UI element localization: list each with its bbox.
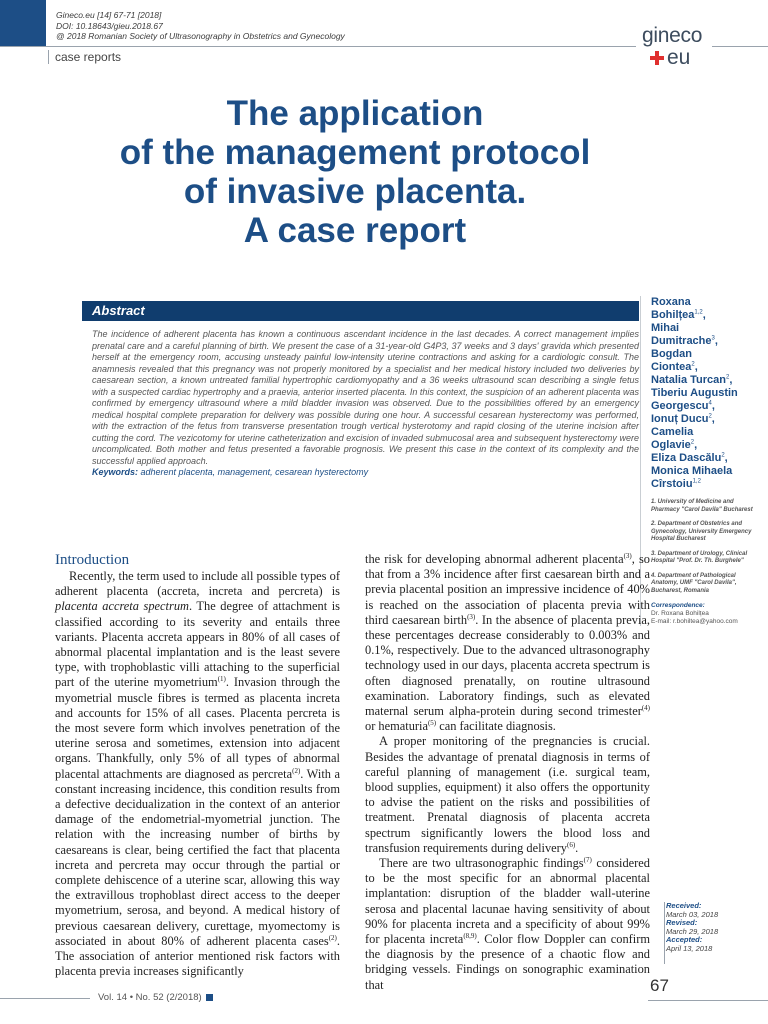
author-line: Cîrstoiu$^{1,2}$ [651, 478, 701, 490]
citation-line: DOI: 10.18643/gieu.2018.67 [56, 20, 163, 31]
date-value: March 03, 2018 [666, 909, 719, 919]
affiliation: 3. Department of Urology, Clinical Hospital "Prof. Dr. Th. Burghele" [651, 550, 748, 564]
author-line: Bohilțea$^{1,2}$, [651, 309, 706, 321]
header-rule [0, 46, 636, 47]
affiliation: 4. Department of Pathological Anatomy, UMF "Carol Davila", Bucharest, Romania [651, 572, 737, 594]
author-line: Camelia [651, 426, 694, 438]
abstract-text: The incidence of adherent placenta has known a continuous ascendant incidence in the last decades. A correct management implies prenatal care and a careful planning of birth. We present the case of a 31-year-old G4P3, 37 weeks and 3 days' gravida which presented herself at the emergency room, accusing unsteady painful low-intensity uterine contractions and asking for a cardiologic consult. The anamnesis revealed that this pregnancy was not properly monitored by a specialist and her medical history included two deliveries by caesarean section, a known untreated familial hypertrophic cardiomyopathy and a 36 weeks ultrasound scan describing a single fetus with a suspected cardiac hypertrophy and a praevia, anterior inserted placenta. In this context, the suspicion of an adherent placenta was confirmed by emergency ultrasound where a mild bladder invasion was observed. Due to the possibilities offered by an emergency medical hospital complete preparation for delivery was possible during one hour. A successful cesarean hysterectomy was performed, with the extraction of the fetus from transverse presentation trough vertical hysterotomy and rapid closing of the uterine incision after cutting the cord. The vezicotomy for uterine catheterization and excision of invaded submucosal area and subsequent hysterectomy were uncomplicated. Both mother and fetus presented a favorable prognosis. We present this case in the context of its complexity and the successful applied approach. [92, 329, 639, 466]
citation-block [56, 10, 345, 42]
footer-issue: Vol. 14 • No. 52 (2/2018) [98, 992, 213, 1003]
author-line: Dumitrache$^3$, [651, 335, 718, 347]
author-line: Eliza Dascălu$^2$, [651, 452, 728, 464]
abstract-heading: Abstract [82, 301, 639, 321]
abstract-body [82, 329, 639, 479]
correspondence-name: Dr. Roxana Bohilțea [651, 610, 709, 617]
body-paragraph: the risk for developing abnormal adherent placenta$^{(3)}$, so that from a 3% incidence after first caesarean birth and a previa placental position an impressive incidence of 40% is reached on the association of placenta previa with third caesarean birth$^{(3)}$. In the absence of placenta previa, these percentages decrease considerably to 0.003% and 0.1%, respectively. Due to the advanced ultrasonography technology used in our days, placenta accreta spectrum is often diagnosed prenatally, on routine ultrasound examination. Laboratory findings, such as elevated maternal serum alpha-protein during second trimester$^{(4)}$ or hematuria$^{(5)}$ can facilitate diagnosis. [365, 551, 650, 734]
affiliation: 2. Department of Obstetrics and Gynecology, University Emergency Hospital Bucharest [651, 521, 752, 542]
logo-top-text: gineco [642, 24, 703, 47]
author-list [651, 296, 762, 491]
journal-logo [640, 24, 720, 70]
author-line: Bogdan [651, 348, 692, 360]
logo-bottom-text: eu [667, 46, 691, 69]
author-line: Ciontea$^2$, [651, 361, 698, 373]
article-dates [640, 902, 762, 953]
body-paragraph: A proper monitoring of the pregnancies is crucial. Besides the advantage of prenatal diagnosis in terms of careful planning of management (i.e. surgical team, blood supplies, equipment) it also offers the opportunity to advise the patient on the risks and possibilities of treatment. Prenatal diagnosis of placenta accreta spectrum significantly lowers the blood loss and transfusion requirements during delivery$^{(6)}$. [365, 734, 650, 855]
author-line: Oglavie$^2$, [651, 439, 698, 451]
author-line: Monica Mihaela [651, 465, 733, 477]
date-value: March 29, 2018 [666, 926, 719, 936]
square-icon [206, 994, 213, 1001]
body-paragraph: There are two ultrasonographic findings$^{(7)}$ considered to be the most specific for an abnormal placental implantation: disruption of the bladder wall-uterine serosa and placental lacunae having sensitivity of about 90% for placenta increta and a specificity of about 99% for placenta increta$^{(8,9)}$. Color flow Doppler can confirm the diagnosis by the presence of a chaotic flow and bridging vessels. Findings on sonographic examination that [365, 855, 650, 992]
keywords-label: Keywords: [92, 467, 139, 477]
author-line: Ionuț Ducu$^2$, [651, 413, 715, 425]
author-line: Georgescu$^4$, [651, 400, 715, 412]
citation-line: @ 2018 Romanian Society of Ultrasonography in Obstetrics and Gynecology [56, 31, 345, 41]
page-number: 67 [650, 976, 669, 995]
title-line: The application [226, 94, 484, 133]
date-label: Accepted: [666, 935, 703, 944]
author-line: Natalia Turcan$^2$, [651, 374, 733, 386]
correspondence-email[interactable]: E-mail: r.bohiltea@yahoo.com [651, 618, 738, 625]
date-label: Revised: [666, 918, 698, 927]
article-title [30, 94, 680, 250]
section-label: case reports [48, 50, 121, 64]
author-line: Roxana [651, 296, 691, 308]
keywords-text: adherent placenta, management, cesarean hysterectomy [140, 467, 369, 477]
author-line: Tiberiu Augustin [651, 387, 738, 399]
corner-accent-bar [0, 0, 46, 46]
body-paragraph: Recently, the term used to include all possible types of adherent placenta (accreta, increta and percreta) is placenta accreta spectrum. The degree of attachment is classified according to its severity and entails three variants. Placenta accreta appears in 80% of all cases of abnormal placental implantation and is the least severe type, with trophoblastic villi attaching to the superficial part of the uterine myometrium$^{(1)}$. Invasion through the myometrial muscle fibres is termed as placenta increta and accounts for 15% of all cases. Placenta percreta is the most severe form which involves penetration of the uterine serosa and sometimes, extension into adjacent organs. Thankfully, only 5% of all types of abnormal placental attachments are diagnosed as percreta$^{(2)}$. With a constant increasing incidence, this condition results from a defective decidualization in the context of an anterior damage of the endometrial-myometrial junction. The relation with the increasing number of births by caesareans is clear, being certified the fact that placenta increta and percreta may occur through the partial or complete dehiscence of a uterine scar, allowing this way the extravillous trophoblast direct access to the deeper myometrium, serosa, and beyond. A medical history of previous caesarean delivery, curettage, myomectomy is associated in about 80% of adherent placenta cases$^{(2)}$. The association of anterior mentioned risk factors with placenta previa increases significantly [55, 569, 340, 979]
date-label: Received: [666, 901, 702, 910]
title-line: of the management protocol [119, 133, 591, 172]
title-line: A case report [243, 211, 467, 250]
section-heading-introduction: Introduction [55, 552, 130, 568]
title-line: of invasive placenta. [183, 172, 527, 211]
body-column-left [55, 552, 340, 979]
header-rule-right [712, 46, 768, 47]
footer-rule [0, 998, 90, 999]
affiliation: 1. University of Medicine and Pharmacy "Carol Davila" Bucharest [651, 499, 753, 513]
page-number-rule [648, 1000, 768, 1001]
medical-cross-icon [650, 51, 664, 65]
date-value: April 13, 2018 [666, 943, 713, 953]
citation-line: Gineco.eu [14] 67-71 [2018] [56, 10, 162, 20]
correspondence-label: Correspondence: [651, 602, 705, 609]
body-column-right [365, 552, 650, 993]
author-line: Mihai [651, 322, 680, 334]
author-sidebar [640, 296, 762, 626]
